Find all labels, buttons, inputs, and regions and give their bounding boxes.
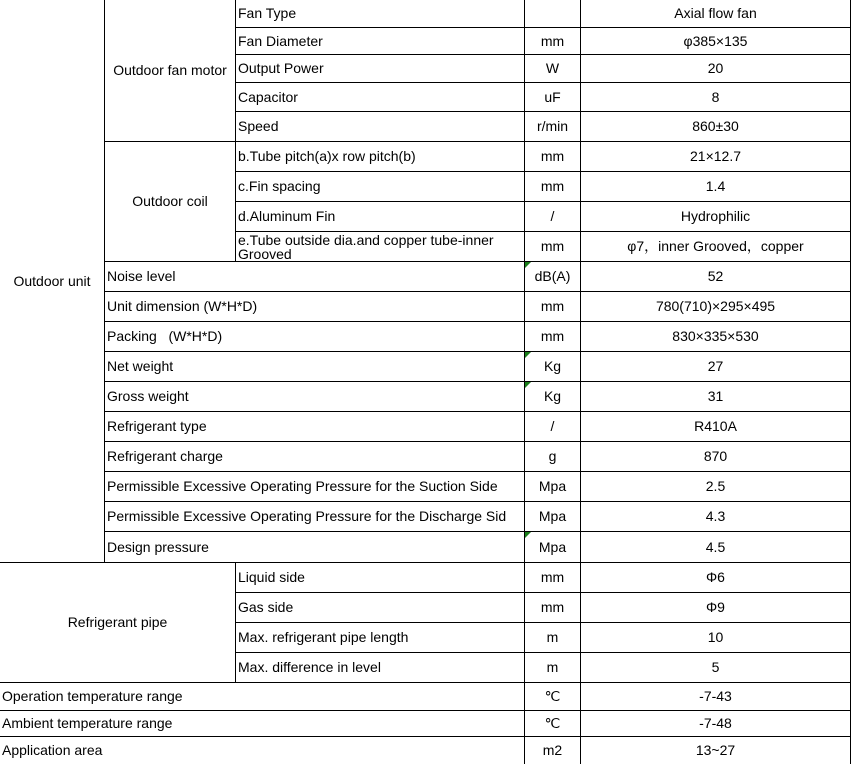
capacitor-item: Capacitor xyxy=(236,83,525,112)
unit-dimension-value: 780(710)×295×495 xyxy=(581,292,851,322)
gross-weight-unit: Kg xyxy=(525,382,581,412)
noise-level-value: 52 xyxy=(581,262,851,292)
refrigerant-charge-unit: g xyxy=(525,442,581,472)
gas-side-unit: mm xyxy=(525,593,581,623)
unit-dimension-unit: mm xyxy=(525,292,581,322)
design-pressure-unit: Mpa xyxy=(525,532,581,563)
fan-type-unit xyxy=(525,0,581,28)
operation-temp-value: -7-43 xyxy=(581,683,851,711)
max-level-difference-item: Max. difference in level xyxy=(236,653,525,683)
speed-value: 860±30 xyxy=(581,112,851,142)
net-weight-item: Net weight xyxy=(105,352,525,382)
fin-spacing-item: c.Fin spacing xyxy=(236,172,525,202)
aluminum-fin-unit: / xyxy=(525,202,581,232)
noise-level-item: Noise level xyxy=(105,262,525,292)
liquid-side-value: Φ6 xyxy=(581,563,851,593)
tube-pitch-value: 21×12.7 xyxy=(581,142,851,172)
ambient-temp-item: Ambient temperature range xyxy=(0,711,525,737)
discharge-pressure-item: Permissible Excessive Operating Pressure for the Discharge Sid xyxy=(105,502,525,532)
design-pressure-item: Design pressure xyxy=(105,532,525,563)
fan-diameter-item: Fan Diameter xyxy=(236,28,525,55)
suction-pressure-value: 2.5 xyxy=(581,472,851,502)
packing-value: 830×335×530 xyxy=(581,322,851,352)
gas-side-value: Φ9 xyxy=(581,593,851,623)
max-pipe-length-value: 10 xyxy=(581,623,851,653)
refrigerant-charge-item: Refrigerant charge xyxy=(105,442,525,472)
noise-level-unit: dB(A) xyxy=(525,262,581,292)
tube-pitch-item: b.Tube pitch(a)x row pitch(b) xyxy=(236,142,525,172)
packing-unit: mm xyxy=(525,322,581,352)
fan-type-item: Fan Type xyxy=(236,0,525,28)
design-pressure-value: 4.5 xyxy=(581,532,851,563)
outdoor-coil-label: Outdoor coil xyxy=(105,142,236,262)
tube-outside-dia-unit: mm xyxy=(525,232,581,262)
discharge-pressure-unit: Mpa xyxy=(525,502,581,532)
gross-weight-item: Gross weight xyxy=(105,382,525,412)
packing-item: Packing (W*H*D) xyxy=(105,322,525,352)
speed-unit: r/min xyxy=(525,112,581,142)
fin-spacing-unit: mm xyxy=(525,172,581,202)
speed-item: Speed xyxy=(236,112,525,142)
liquid-side-item: Liquid side xyxy=(236,563,525,593)
fan-type-value: Axial flow fan xyxy=(581,0,851,28)
aluminum-fin-item: d.Aluminum Fin xyxy=(236,202,525,232)
liquid-side-unit: mm xyxy=(525,563,581,593)
fan-diameter-value: φ385×135 xyxy=(581,28,851,55)
fin-spacing-value: 1.4 xyxy=(581,172,851,202)
max-pipe-length-unit: m xyxy=(525,623,581,653)
capacitor-unit: uF xyxy=(525,83,581,112)
max-pipe-length-item: Max. refrigerant pipe length xyxy=(236,623,525,653)
refrigerant-pipe-label: Refrigerant pipe xyxy=(0,563,236,683)
output-power-value: 20 xyxy=(581,55,851,83)
max-level-difference-value: 5 xyxy=(581,653,851,683)
gas-side-item: Gas side xyxy=(236,593,525,623)
application-area-item: Application area xyxy=(0,737,525,764)
fan-diameter-unit: mm xyxy=(525,28,581,55)
refrigerant-type-value: R410A xyxy=(581,412,851,442)
ambient-temp-unit: ℃ xyxy=(525,711,581,737)
refrigerant-type-item: Refrigerant type xyxy=(105,412,525,442)
tube-outside-dia-value: φ7，inner Grooved，copper xyxy=(581,232,851,262)
refrigerant-type-unit: / xyxy=(525,412,581,442)
operation-temp-unit: ℃ xyxy=(525,683,581,711)
application-area-unit: m2 xyxy=(525,737,581,764)
net-weight-unit: Kg xyxy=(525,352,581,382)
refrigerant-charge-value: 870 xyxy=(581,442,851,472)
suction-pressure-item: Permissible Excessive Operating Pressure for the Suction Side xyxy=(105,472,525,502)
gross-weight-value: 31 xyxy=(581,382,851,412)
outdoor-fan-motor-label: Outdoor fan motor xyxy=(105,0,236,142)
aluminum-fin-value: Hydrophilic xyxy=(581,202,851,232)
suction-pressure-unit: Mpa xyxy=(525,472,581,502)
tube-pitch-unit: mm xyxy=(525,142,581,172)
operation-temp-item: Operation temperature range xyxy=(0,683,525,711)
capacitor-value: 8 xyxy=(581,83,851,112)
output-power-unit: W xyxy=(525,55,581,83)
discharge-pressure-value: 4.3 xyxy=(581,502,851,532)
outdoor-unit-label: Outdoor unit xyxy=(0,0,105,563)
ambient-temp-value: -7-48 xyxy=(581,711,851,737)
tube-outside-dia-item: e.Tube outside dia.and copper tube-inner Grooved xyxy=(236,232,525,262)
output-power-item: Output Power xyxy=(236,55,525,83)
net-weight-value: 27 xyxy=(581,352,851,382)
max-level-difference-unit: m xyxy=(525,653,581,683)
unit-dimension-item: Unit dimension (W*H*D) xyxy=(105,292,525,322)
application-area-value: 13~27 xyxy=(581,737,851,764)
